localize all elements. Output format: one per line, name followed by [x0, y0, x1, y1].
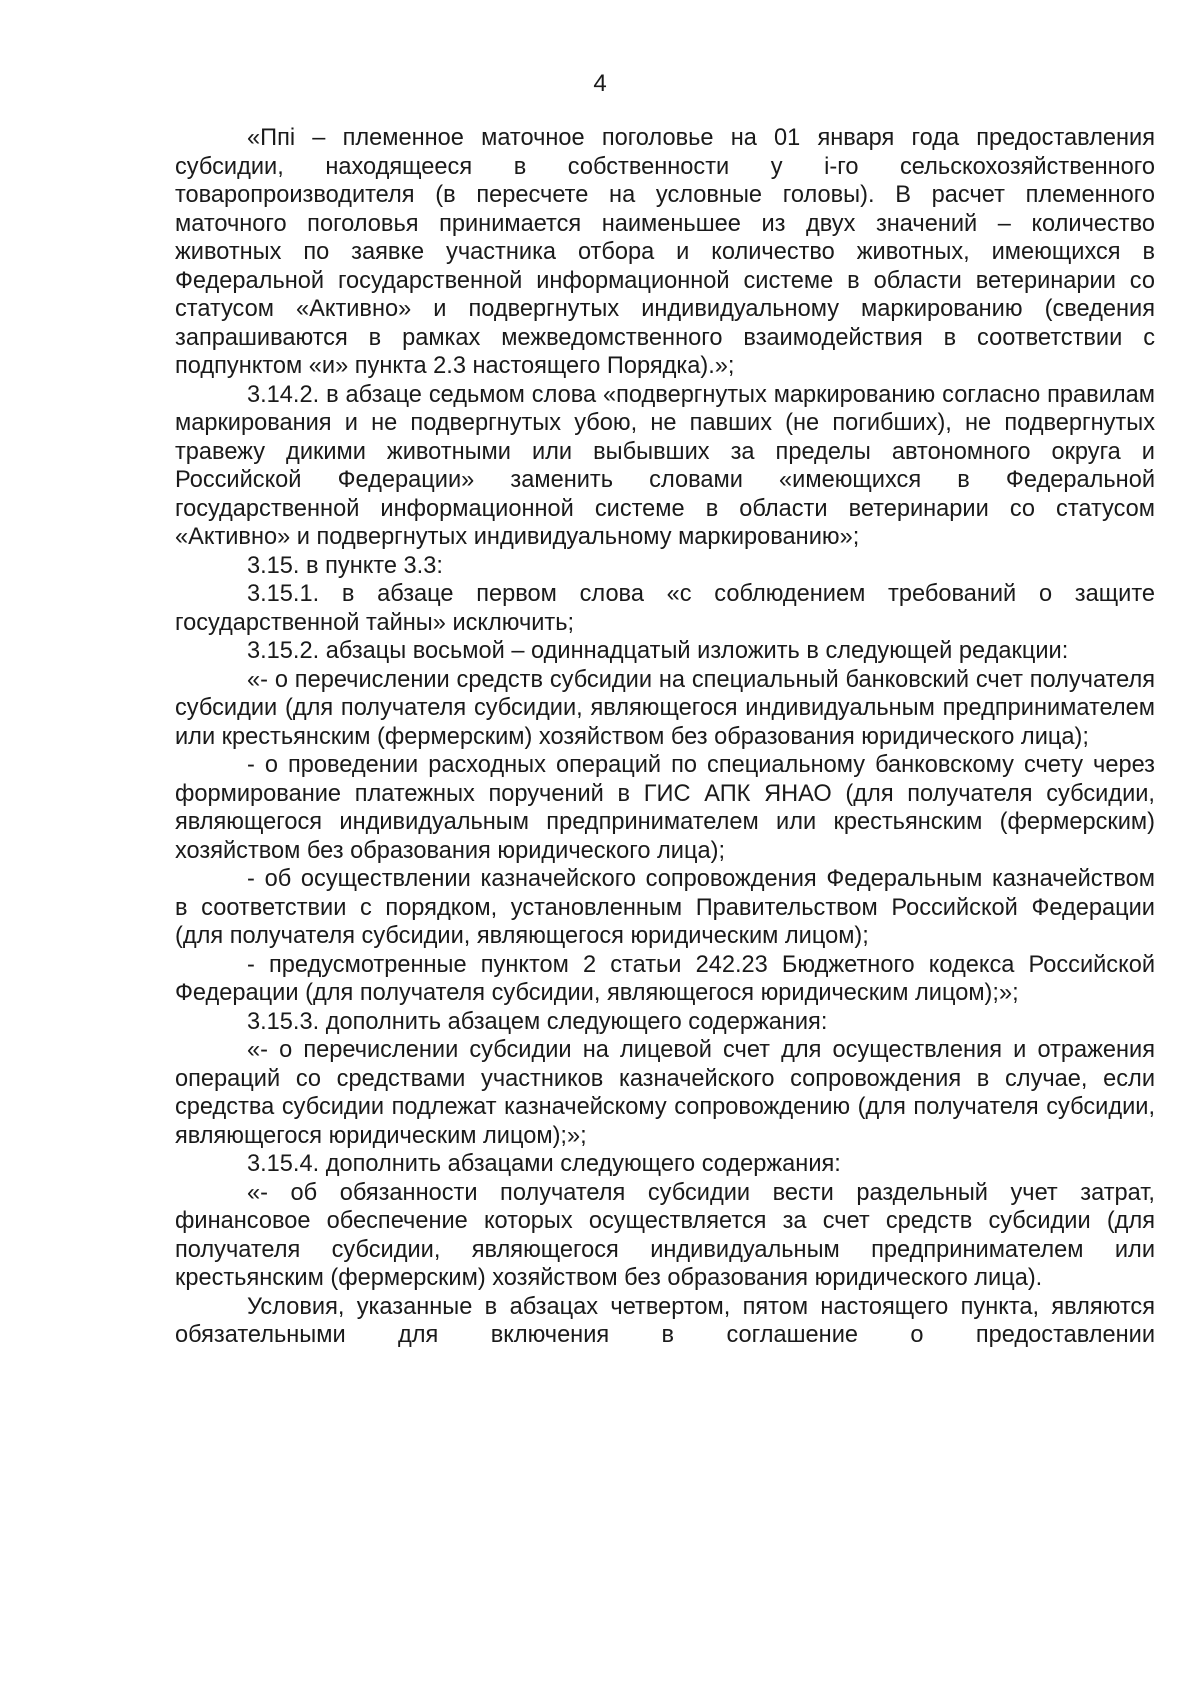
paragraph-ppi-definition: «Ппi – племенное маточное поголовье на 01 января года предоставления субсидии, находящееся в собственности у i-го сельскохозяйственного товаропроизводителя (в пересчете на условные головы). В расчет племенного маточного поголовья принимается наименьшее из двух значений – количество животных по заявке участника отбора и количество животных, имеющихся в Федеральной государственной информационной системе в области ветеринарии со статусом «Активно» и подвергнутых индивидуальному маркированию (сведения запрашиваются в рамках межведомственного взаимодействия в соответствии с подпунктом «и» пункта 2.3 настоящего Порядка).»;: [175, 125, 1155, 379]
paragraph-3-15-1: 3.15.1. в абзаце первом слова «с соблюдением требований о защите государственной тайны» исключить;: [175, 581, 1155, 636]
document-body: [175, 124, 1155, 1350]
paragraph-expense-operations: - о проведении расходных операций по специальному банковскому счету через формирование платежных поручений в ГИС АПК ЯНАО (для получателя субсидии, являющегося индивидуальным предпринимателем или крестьянским (фермерским) хозяйством без образования юридического лица);: [175, 752, 1155, 864]
paragraph-special-account: «- о перечислении средств субсидии на специальный банковский счет получателя субсидии (для получателя субсидии, являющегося индивидуальным предпринимателем или крестьянским (фермерским) хозяйством без образования юридического лица);: [175, 666, 1155, 750]
paragraph-3-15-2: 3.15.2. абзацы восьмой – одиннадцатый изложить в следующей редакции:: [247, 638, 1069, 664]
paragraph-separate-accounting: «- об обязанности получателя субсидии вести раздельный учет затрат, финансовое обеспечение которых осуществляется за счет средств субсидии (для получателя субсидии, являющегося индивидуальным предпринимателем или крестьянским (фермерским) хозяйством без образования юридического лица).: [175, 1179, 1155, 1291]
paragraph-3-15: 3.15. в пункте 3.3:: [247, 552, 443, 579]
paragraph-conditions: Условия, указанные в абзацах четвертом, пятом настоящего пункта, являются обязательными для включения в соглашение о предоставлении: [175, 1293, 1155, 1348]
page-number: 4: [593, 70, 607, 97]
paragraph-3-14-2: 3.14.2. в абзаце седьмом слова «подвергнутых маркированию согласно правилам маркирования и не подвергнутых убою, не павших (не погибших), не подвергнутых травежу дикими животными или выбывших за пределы автономного округа и Российской Федерации» заменить словами «имеющихся в Федеральной государственной информационной системе в области ветеринарии со статусом «Активно» и подвергнутых индивидуальному маркированию»;: [175, 381, 1155, 550]
paragraph-budget-code: - предусмотренные пунктом 2 статьи 242.23 Бюджетного кодекса Российской Федерации (для получателя субсидии, являющегося юридическим лицом);»;: [175, 951, 1155, 1006]
paragraph-personal-account: «- о перечислении субсидии на лицевой счет для осуществления и отражения операций со средствами участников казначейского сопровождения в случае, если средства субсидии подлежат казначейскому сопровождению (для получателя субсидии, являющегося юридическим лицом);»;: [175, 1037, 1155, 1149]
paragraph-3-15-3: 3.15.3. дополнить абзацем следующего содержания:: [247, 1008, 828, 1035]
paragraph-3-15-4: 3.15.4. дополнить абзацами следующего содержания:: [247, 1151, 841, 1177]
paragraph-treasury-support: - об осуществлении казначейского сопровождения Федеральным казначейством в соответствии с порядком, установленным Правительством Российской Федерации (для получателя субсидии, являющегося юридическим лицом);: [175, 866, 1155, 949]
